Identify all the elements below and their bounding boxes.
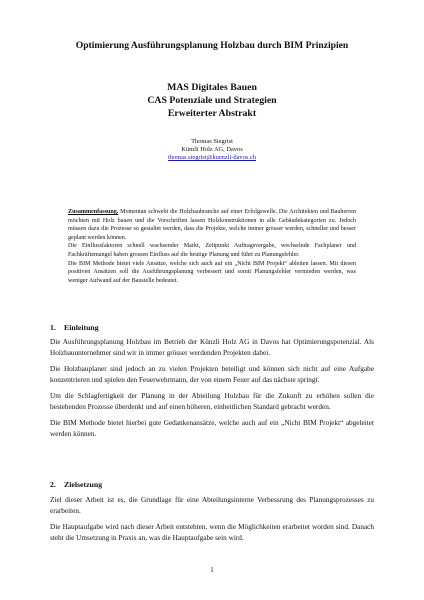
section-body-zielsetzung [50, 495, 374, 549]
section-title: Zielsetzung [64, 480, 103, 489]
section-title: Einleitung [64, 323, 99, 332]
author-name: Thomas Siegrist [191, 138, 233, 145]
section-heading-einleitung [50, 323, 99, 332]
author-email-link[interactable]: thomas.siegrist@kuenzli-davos.ch [168, 154, 256, 161]
body-paragraph: Die Hauptaufgabe wird nach dieser Arbeit entstehten, wenn die Möglichkeiten erarbeitet worden sind. Danach steht die Umsetzung in Praxis an, was die Hauptaufgabe sein wird. [50, 522, 374, 542]
section-body-einleitung [50, 337, 374, 445]
subtitle-doc-type: Erweiterter Abstrakt [167, 108, 257, 119]
abstract-paragraph: Die Einflussfaktoren schnell wachsender Markt, Zeitpunkt Auftragsvergabe, wechselnde Fachplaner und Fachkräftemangel haben grossen Einfluss auf die heutige Planung und führt zu Planungsfehler. [68, 243, 356, 258]
paper-title: Optimierung Ausführungsplanung Holzbau durch BIM Prinzipien [75, 40, 349, 51]
body-paragraph: Die Holzbauplaner sind jedoch an zu vielen Projekten beteiligt und können sich nicht auf eine Aufgabe konzentrieren und spielen den Feuerwehrmann, der von einem Feuer auf das nächste springt. [50, 364, 374, 384]
author-affiliation: Künzli Holz AG, Davos [181, 146, 243, 153]
section-heading-zielsetzung [50, 480, 102, 489]
abstract [68, 208, 356, 285]
abstract-paragraph: Die BIM Methode bietet viele Ansätze, welche sich auch auf ein „Nicht BIM Projekt“ ableiten lassen. Mit diesen positiven Ansätzen soll die Ausführungsplanung verbessert und somit Planungsfehler vermieden werden, was weniger Aufwand auf der Baustelle bedeutet. [68, 260, 356, 284]
body-paragraph: Die Ausführungsplanung Holzbau im Betrieb der Künzli Holz AG in Davos hat Optimierungspotenzial. Als Holzbauunternehmer sind wir in immer grösser werdenden Projekten dabei. [50, 338, 374, 357]
body-paragraph: Um die Schlagfertigkeit der Planung in der Abteilung Holzbau für die Zukunft zu erhöhen sollen die bestehenden Prozesse überdenkt und auf einen höheren, einheitlichen Standard gebracht werden. [50, 391, 374, 411]
body-paragraph: Ziel dieser Arbeit ist es, die Grundlage für eine Abteilungsinterne Verbessrung des Planungsprozesses zu erarbeiten. [50, 496, 374, 515]
page-number: 1 [210, 566, 214, 574]
body-paragraph: Die BIM Methode bietet hierbei gute Gedankenansätze, welche auch auf ein „Nicht BIM Projekt“ abgeleitet werden können. [50, 418, 374, 438]
abstract-paragraph [68, 208, 356, 242]
subtitle-program: MAS Digitales Bauen [167, 82, 257, 93]
abstract-lead: Zusammenfassung. [68, 209, 119, 215]
abstract-text: Momentan schwebt die Holzbaubranche auf einer Erfolgswelle. Die Architekten und Bauherren möchten mit Holz bauen und die Vorschriften lassen Holzkonstruktionen in alle Gebäudekategorien zu. Jedoch müssen dazu die Prozesse so gestaltet werden, dass die Projekte, welche immer grösser werden, schneller und besser geplant werden können. [68, 209, 356, 241]
subtitle-course: CAS Potenziale und Strategien [147, 95, 277, 106]
section-number: 2. [50, 480, 56, 489]
author-email-line [0, 154, 424, 161]
section-number: 1. [50, 323, 56, 332]
